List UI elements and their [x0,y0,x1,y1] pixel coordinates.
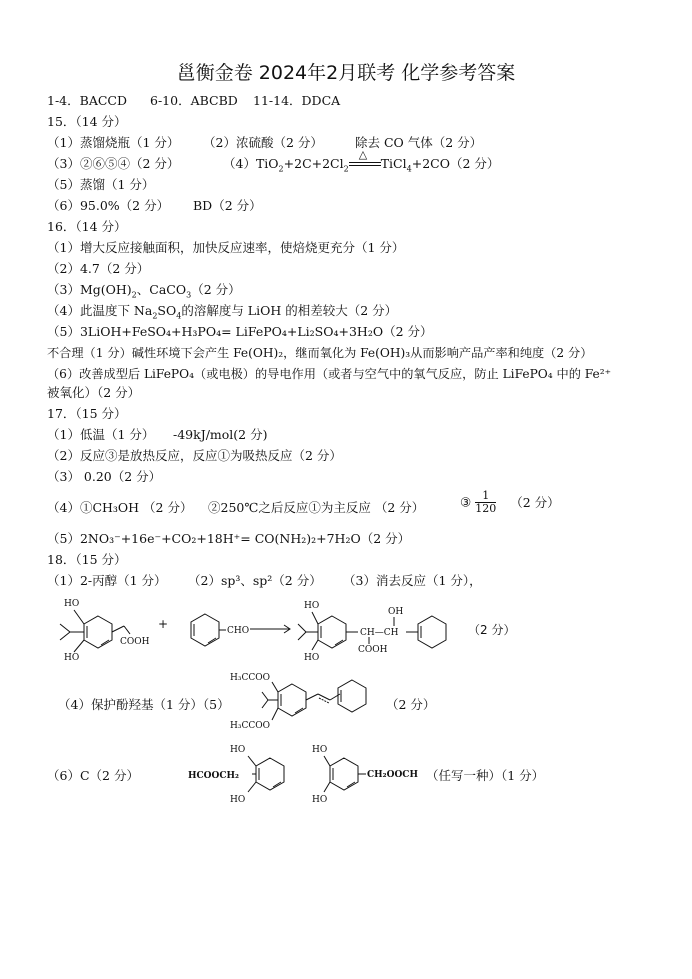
svg-text:CH₂OOCH: CH₂OOCH [367,770,418,780]
q16-answer-6b: 被氧化）（2 分） [47,385,141,400]
q17-answer-2: （2）反应③是放热反应，反应①为吸热反应（2 分） [47,448,342,463]
isomer-1-structure [186,742,296,806]
choice-answers-1: 1-4．BACCD [47,93,127,108]
q15-answer-6b: BD（2 分） [193,198,262,213]
svg-text:COOH: COOH [120,637,150,647]
q16-answer-1: （1）增大反应接触面积，加快反应速率，使焙烧更充分（1 分） [47,240,405,255]
q15-answer-2a: （2）浓硫酸（2 分） [203,135,323,150]
svg-text:H₃CCOO: H₃CCOO [230,721,270,731]
svg-text:HO: HO [64,653,80,663]
isomer-2-structure [306,742,446,806]
q17-answer-3: （3） 0.20（2 分） [47,469,162,484]
q18-answer-1: （1）2-丙醇（1 分） [47,573,167,588]
q17-answer-4c: ③ $\frac{1}{120}$ （2 分） [460,489,560,515]
q17-answer-1a: （1）低温（1 分） [47,427,155,442]
q18-answer-6: （6）C（2 分） [47,768,139,783]
q15-answer-1: （1）蒸馏烧瓶（1 分） [47,135,180,150]
q18-answer-4: （4）保护酚羟基（1 分）（5） [58,697,230,712]
benzaldehyde-structure [191,614,249,646]
svg-text:HO: HO [230,795,246,805]
svg-text:HO: HO [312,745,328,755]
q16-answer-5b: 不合理（1 分）碱性环境下会产生 Fe(OH)₂，继而氧化为 Fe(OH)₃从而影响产品产率和纯度（2 分） [47,346,593,360]
q17-answer-1b: -49kJ/mol(2 分) [173,427,268,442]
svg-text:HCOOCH₂: HCOOCH₂ [188,771,239,781]
svg-text:CH—CH: CH—CH [360,628,399,638]
q15-answer-5: （5）蒸馏（1 分） [47,177,155,192]
q17-answer-4a: （4）①CH₃OH （2 分） [47,500,193,515]
q15-heading: 15．（14 分） [47,114,127,129]
plus-sign: + [158,617,169,631]
q16-answer-2: （2）4.7（2 分） [47,261,150,276]
q16-answer-3: $(3)Mg(OH)_2$、CaCO$_3$（2 分） [47,282,241,300]
q18-answer-5-score: （2 分） [386,697,436,712]
svg-text:OH: OH [388,607,404,617]
q17-answer-4b: ②250℃之后反应①为主反应 （2 分） [208,500,425,515]
q17-answer-5: （5）2NO₃⁻+16e⁻+CO₂+18H⁺= CO(NH₂)₂+7H₂O（2 分） [47,531,411,546]
eq-score: （2 分） [468,623,516,637]
svg-text:HO: HO [304,653,320,663]
choice-answers-2: 6-10．ABCBD [150,93,238,108]
product-structure [298,601,446,663]
svg-text:HO: HO [64,599,80,609]
reactant-1-structure [60,599,150,663]
q16-answer-6: （6）改善成型后 LiFePO₄（或电极）的导电作用（或者与空气中的氧气反应，防止 LiFePO₄ 中的 Fe²⁺ [47,367,612,381]
q18-heading: 18．（15 分） [47,552,127,567]
svg-text:COOH: COOH [358,645,388,655]
q18-answer-6-note: （任写一种）（1 分） [426,768,545,783]
q15-answer-6a: （6）95.0%（2 分） [47,198,170,213]
q15-answer-2b: 除去 CO 气体（2 分） [355,135,483,150]
q18-answer-3: （3）消去反应（1 分）， [343,573,482,588]
svg-text:CHO: CHO [227,626,250,636]
svg-text:HO: HO [304,601,320,611]
heat-symbol: △ [358,147,368,161]
q16-answer-5: （5）3LiOH+FeSO₄+H₃PO₄= LiFePO₄+Li₂SO₄+3H₂O（2 分） [47,324,433,339]
q16-heading: 16．（14 分） [47,219,127,234]
q18-answer-2: （2）sp³、sp²（2 分） [188,573,322,588]
choice-answers-3: 11-14．DDCA [253,93,341,108]
svg-text:HO: HO [230,745,246,755]
q16-answer-4: （4）此温度下 $Na_2SO_4$的溶解度与 LiOH 的相差较大（2 分） [47,303,398,321]
fraction: $\frac{1}{120}$ [475,489,497,515]
svg-text:HO: HO [312,795,328,805]
svg-text:H₃CCOO: H₃CCOO [230,673,270,683]
reaction-equation [40,594,520,670]
q15-answer-4: $(4)TiO_2+2C+2Cl_2$ △ TiCl$_4$+2CO（2 分） [223,147,500,174]
q15-answer-3: （3）②⑥⑤④（2 分） [47,156,180,171]
compound-5-structure [226,670,386,736]
page-title: 邕衡金卷 2024年2月联考 化学参考答案 [176,62,516,84]
q17-heading: 17．（15 分） [47,406,127,421]
